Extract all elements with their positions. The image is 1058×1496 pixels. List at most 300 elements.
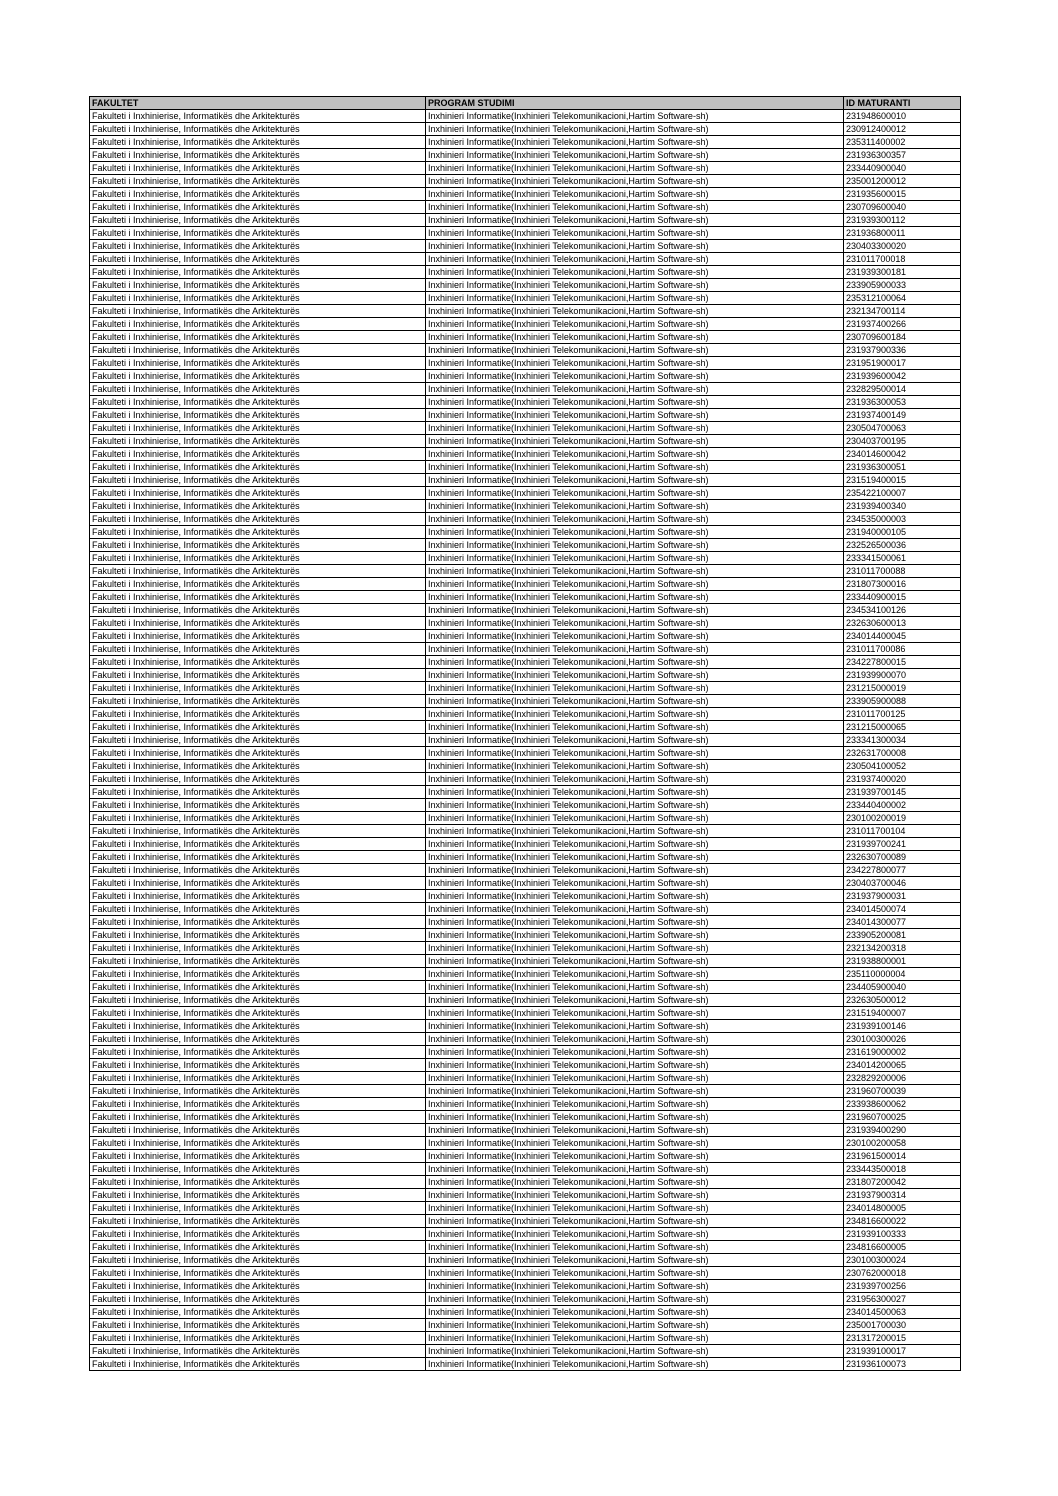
table-row bbox=[90, 786, 961, 799]
column-header-program: PROGRAM STUDIMI bbox=[426, 97, 844, 110]
faculty-cell: Fakulteti i Inxhinierise, Informatikës dhe Arkitekturës bbox=[90, 552, 426, 565]
faculty-cell: Fakulteti i Inxhinierise, Informatikës dhe Arkitekturës bbox=[90, 1280, 426, 1293]
id-cell: 232134700114 bbox=[844, 305, 961, 318]
faculty-cell: Fakulteti i Inxhinierise, Informatikës dhe Arkitekturës bbox=[90, 1215, 426, 1228]
faculty-cell: Fakulteti i Inxhinierise, Informatikës dhe Arkitekturës bbox=[90, 682, 426, 695]
table-row bbox=[90, 825, 961, 838]
program-cell: Inxhinieri Informatike(Inxhinieri Telekomunikacioni,Hartim Software-sh) bbox=[426, 1319, 844, 1332]
faculty-cell: Fakulteti i Inxhinierise, Informatikës dhe Arkitekturës bbox=[90, 1163, 426, 1176]
table-row bbox=[90, 448, 961, 461]
id-cell: 233905200081 bbox=[844, 929, 961, 942]
id-cell: 235001200012 bbox=[844, 175, 961, 188]
faculty-cell: Fakulteti i Inxhinierise, Informatikës dhe Arkitekturës bbox=[90, 110, 426, 123]
table-row bbox=[90, 617, 961, 630]
program-cell: Inxhinieri Informatike(Inxhinieri Telekomunikacioni,Hartim Software-sh) bbox=[426, 760, 844, 773]
id-cell: 231937900031 bbox=[844, 890, 961, 903]
faculty-cell: Fakulteti i Inxhinierise, Informatikës dhe Arkitekturës bbox=[90, 214, 426, 227]
program-cell: Inxhinieri Informatike(Inxhinieri Telekomunikacioni,Hartim Software-sh) bbox=[426, 942, 844, 955]
program-cell: Inxhinieri Informatike(Inxhinieri Telekomunikacioni,Hartim Software-sh) bbox=[426, 500, 844, 513]
program-cell: Inxhinieri Informatike(Inxhinieri Telekomunikacioni,Hartim Software-sh) bbox=[426, 1254, 844, 1267]
id-cell: 231011700018 bbox=[844, 253, 961, 266]
table-row bbox=[90, 318, 961, 331]
faculty-cell: Fakulteti i Inxhinierise, Informatikës dhe Arkitekturës bbox=[90, 266, 426, 279]
faculty-cell: Fakulteti i Inxhinierise, Informatikës dhe Arkitekturës bbox=[90, 175, 426, 188]
program-cell: Inxhinieri Informatike(Inxhinieri Telekomunikacioni,Hartim Software-sh) bbox=[426, 214, 844, 227]
id-cell: 231936300053 bbox=[844, 396, 961, 409]
program-cell: Inxhinieri Informatike(Inxhinieri Telekomunikacioni,Hartim Software-sh) bbox=[426, 747, 844, 760]
faculty-cell: Fakulteti i Inxhinierise, Informatikës dhe Arkitekturës bbox=[90, 799, 426, 812]
id-cell: 233341300034 bbox=[844, 734, 961, 747]
faculty-cell: Fakulteti i Inxhinierise, Informatikës dhe Arkitekturës bbox=[90, 435, 426, 448]
table-row bbox=[90, 1020, 961, 1033]
faculty-cell: Fakulteti i Inxhinierise, Informatikës dhe Arkitekturës bbox=[90, 149, 426, 162]
table-row bbox=[90, 682, 961, 695]
faculty-cell: Fakulteti i Inxhinierise, Informatikës dhe Arkitekturës bbox=[90, 656, 426, 669]
program-cell: Inxhinieri Informatike(Inxhinieri Telekomunikacioni,Hartim Software-sh) bbox=[426, 123, 844, 136]
id-cell: 234535000003 bbox=[844, 513, 961, 526]
id-cell: 231939700241 bbox=[844, 838, 961, 851]
program-cell: Inxhinieri Informatike(Inxhinieri Telekomunikacioni,Hartim Software-sh) bbox=[426, 331, 844, 344]
program-cell: Inxhinieri Informatike(Inxhinieri Telekomunikacioni,Hartim Software-sh) bbox=[426, 370, 844, 383]
program-cell: Inxhinieri Informatike(Inxhinieri Telekomunikacioni,Hartim Software-sh) bbox=[426, 136, 844, 149]
faculty-cell: Fakulteti i Inxhinierise, Informatikës dhe Arkitekturës bbox=[90, 1150, 426, 1163]
table-row bbox=[90, 708, 961, 721]
program-cell: Inxhinieri Informatike(Inxhinieri Telekomunikacioni,Hartim Software-sh) bbox=[426, 552, 844, 565]
program-cell: Inxhinieri Informatike(Inxhinieri Telekomunikacioni,Hartim Software-sh) bbox=[426, 929, 844, 942]
faculty-cell: Fakulteti i Inxhinierise, Informatikës dhe Arkitekturës bbox=[90, 1293, 426, 1306]
table-row bbox=[90, 396, 961, 409]
faculty-cell: Fakulteti i Inxhinierise, Informatikës dhe Arkitekturës bbox=[90, 1124, 426, 1137]
faculty-cell: Fakulteti i Inxhinierise, Informatikës dhe Arkitekturës bbox=[90, 1228, 426, 1241]
program-cell: Inxhinieri Informatike(Inxhinieri Telekomunikacioni,Hartim Software-sh) bbox=[426, 1202, 844, 1215]
id-cell: 234014200065 bbox=[844, 1059, 961, 1072]
program-cell: Inxhinieri Informatike(Inxhinieri Telekomunikacioni,Hartim Software-sh) bbox=[426, 1228, 844, 1241]
table-row bbox=[90, 1059, 961, 1072]
column-header-faculty: FAKULTET bbox=[90, 97, 426, 110]
id-cell: 230504700063 bbox=[844, 422, 961, 435]
program-cell: Inxhinieri Informatike(Inxhinieri Telekomunikacioni,Hartim Software-sh) bbox=[426, 227, 844, 240]
faculty-cell: Fakulteti i Inxhinierise, Informatikës dhe Arkitekturës bbox=[90, 396, 426, 409]
faculty-cell: Fakulteti i Inxhinierise, Informatikës dhe Arkitekturës bbox=[90, 1241, 426, 1254]
faculty-cell: Fakulteti i Inxhinierise, Informatikës dhe Arkitekturës bbox=[90, 1111, 426, 1124]
faculty-cell: Fakulteti i Inxhinierise, Informatikës dhe Arkitekturës bbox=[90, 942, 426, 955]
program-cell: Inxhinieri Informatike(Inxhinieri Telekomunikacioni,Hartim Software-sh) bbox=[426, 201, 844, 214]
table-row bbox=[90, 1228, 961, 1241]
program-cell: Inxhinieri Informatike(Inxhinieri Telekomunikacioni,Hartim Software-sh) bbox=[426, 162, 844, 175]
table-row bbox=[90, 552, 961, 565]
faculty-cell: Fakulteti i Inxhinierise, Informatikës dhe Arkitekturës bbox=[90, 669, 426, 682]
table-row bbox=[90, 1267, 961, 1280]
faculty-cell: Fakulteti i Inxhinierise, Informatikës dhe Arkitekturës bbox=[90, 279, 426, 292]
table-row bbox=[90, 630, 961, 643]
id-cell: 231935600015 bbox=[844, 188, 961, 201]
table-row bbox=[90, 227, 961, 240]
id-cell: 231807300016 bbox=[844, 578, 961, 591]
program-cell: Inxhinieri Informatike(Inxhinieri Telekomunikacioni,Hartim Software-sh) bbox=[426, 344, 844, 357]
id-cell: 231011700104 bbox=[844, 825, 961, 838]
id-cell: 231939300181 bbox=[844, 266, 961, 279]
table-row bbox=[90, 539, 961, 552]
program-cell: Inxhinieri Informatike(Inxhinieri Telekomunikacioni,Hartim Software-sh) bbox=[426, 994, 844, 1007]
faculty-cell: Fakulteti i Inxhinierise, Informatikës dhe Arkitekturës bbox=[90, 1085, 426, 1098]
faculty-cell: Fakulteti i Inxhinierise, Informatikës dhe Arkitekturës bbox=[90, 981, 426, 994]
program-cell: Inxhinieri Informatike(Inxhinieri Telekomunikacioni,Hartim Software-sh) bbox=[426, 1098, 844, 1111]
faculty-cell: Fakulteti i Inxhinierise, Informatikës dhe Arkitekturës bbox=[90, 500, 426, 513]
table-row bbox=[90, 526, 961, 539]
id-cell: 231938800001 bbox=[844, 955, 961, 968]
table-row bbox=[90, 1150, 961, 1163]
faculty-cell: Fakulteti i Inxhinierise, Informatikës dhe Arkitekturës bbox=[90, 1007, 426, 1020]
table-row bbox=[90, 305, 961, 318]
id-cell: 231011700125 bbox=[844, 708, 961, 721]
id-cell: 235311400002 bbox=[844, 136, 961, 149]
table-row bbox=[90, 578, 961, 591]
program-cell: Inxhinieri Informatike(Inxhinieri Telekomunikacioni,Hartim Software-sh) bbox=[426, 864, 844, 877]
faculty-cell: Fakulteti i Inxhinierise, Informatikës dhe Arkitekturës bbox=[90, 1319, 426, 1332]
id-cell: 234534100126 bbox=[844, 604, 961, 617]
program-cell: Inxhinieri Informatike(Inxhinieri Telekomunikacioni,Hartim Software-sh) bbox=[426, 1267, 844, 1280]
program-cell: Inxhinieri Informatike(Inxhinieri Telekomunikacioni,Hartim Software-sh) bbox=[426, 1150, 844, 1163]
table-row bbox=[90, 773, 961, 786]
table-row bbox=[90, 253, 961, 266]
id-cell: 231960700025 bbox=[844, 1111, 961, 1124]
table-row bbox=[90, 760, 961, 773]
faculty-cell: Fakulteti i Inxhinierise, Informatikës dhe Arkitekturës bbox=[90, 526, 426, 539]
id-cell: 231956300027 bbox=[844, 1293, 961, 1306]
program-cell: Inxhinieri Informatike(Inxhinieri Telekomunikacioni,Hartim Software-sh) bbox=[426, 786, 844, 799]
id-cell: 231519400007 bbox=[844, 1007, 961, 1020]
program-cell: Inxhinieri Informatike(Inxhinieri Telekomunikacioni,Hartim Software-sh) bbox=[426, 487, 844, 500]
program-cell: Inxhinieri Informatike(Inxhinieri Telekomunikacioni,Hartim Software-sh) bbox=[426, 721, 844, 734]
id-cell: 235422100007 bbox=[844, 487, 961, 500]
id-cell: 233440900040 bbox=[844, 162, 961, 175]
faculty-cell: Fakulteti i Inxhinierise, Informatikës dhe Arkitekturës bbox=[90, 994, 426, 1007]
id-cell: 231215000065 bbox=[844, 721, 961, 734]
id-cell: 232630500012 bbox=[844, 994, 961, 1007]
id-cell: 234014300077 bbox=[844, 916, 961, 929]
id-cell: 230709600184 bbox=[844, 331, 961, 344]
faculty-cell: Fakulteti i Inxhinierise, Informatikës dhe Arkitekturës bbox=[90, 1059, 426, 1072]
table-row bbox=[90, 656, 961, 669]
table-row bbox=[90, 1319, 961, 1332]
id-cell: 231961500014 bbox=[844, 1150, 961, 1163]
id-cell: 231939600042 bbox=[844, 370, 961, 383]
program-cell: Inxhinieri Informatike(Inxhinieri Telekomunikacioni,Hartim Software-sh) bbox=[426, 1124, 844, 1137]
id-cell: 234816600022 bbox=[844, 1215, 961, 1228]
id-cell: 230504100052 bbox=[844, 760, 961, 773]
id-cell: 230762000018 bbox=[844, 1267, 961, 1280]
program-cell: Inxhinieri Informatike(Inxhinieri Telekomunikacioni,Hartim Software-sh) bbox=[426, 461, 844, 474]
id-cell: 233905900033 bbox=[844, 279, 961, 292]
id-cell: 234014800005 bbox=[844, 1202, 961, 1215]
id-cell: 232829200006 bbox=[844, 1072, 961, 1085]
table-row bbox=[90, 799, 961, 812]
table-row bbox=[90, 643, 961, 656]
table-row bbox=[90, 721, 961, 734]
id-cell: 234014500074 bbox=[844, 903, 961, 916]
program-cell: Inxhinieri Informatike(Inxhinieri Telekomunikacioni,Hartim Software-sh) bbox=[426, 799, 844, 812]
faculty-cell: Fakulteti i Inxhinierise, Informatikës dhe Arkitekturës bbox=[90, 1020, 426, 1033]
id-cell: 231807200042 bbox=[844, 1176, 961, 1189]
id-cell: 232829500014 bbox=[844, 383, 961, 396]
id-cell: 231951900017 bbox=[844, 357, 961, 370]
faculty-cell: Fakulteti i Inxhinierise, Informatikës dhe Arkitekturës bbox=[90, 604, 426, 617]
results-table bbox=[89, 96, 961, 1371]
table-row bbox=[90, 695, 961, 708]
id-cell: 233440400002 bbox=[844, 799, 961, 812]
header-row bbox=[90, 97, 961, 110]
faculty-cell: Fakulteti i Inxhinierise, Informatikës dhe Arkitekturës bbox=[90, 1098, 426, 1111]
faculty-cell: Fakulteti i Inxhinierise, Informatikës dhe Arkitekturës bbox=[90, 188, 426, 201]
table-row bbox=[90, 1215, 961, 1228]
id-cell: 230100200058 bbox=[844, 1137, 961, 1150]
id-cell: 231519400015 bbox=[844, 474, 961, 487]
table-row bbox=[90, 1306, 961, 1319]
id-cell: 231948600010 bbox=[844, 110, 961, 123]
faculty-cell: Fakulteti i Inxhinierise, Informatikës dhe Arkitekturës bbox=[90, 305, 426, 318]
table-row bbox=[90, 344, 961, 357]
faculty-cell: Fakulteti i Inxhinierise, Informatikës dhe Arkitekturës bbox=[90, 1137, 426, 1150]
faculty-cell: Fakulteti i Inxhinierise, Informatikës dhe Arkitekturës bbox=[90, 643, 426, 656]
table-row bbox=[90, 1332, 961, 1345]
id-cell: 231939700145 bbox=[844, 786, 961, 799]
table-row bbox=[90, 929, 961, 942]
faculty-cell: Fakulteti i Inxhinierise, Informatikës dhe Arkitekturës bbox=[90, 331, 426, 344]
program-cell: Inxhinieri Informatike(Inxhinieri Telekomunikacioni,Hartim Software-sh) bbox=[426, 149, 844, 162]
program-cell: Inxhinieri Informatike(Inxhinieri Telekomunikacioni,Hartim Software-sh) bbox=[426, 1176, 844, 1189]
id-cell: 231939100333 bbox=[844, 1228, 961, 1241]
program-cell: Inxhinieri Informatike(Inxhinieri Telekomunikacioni,Hartim Software-sh) bbox=[426, 1358, 844, 1371]
program-cell: Inxhinieri Informatike(Inxhinieri Telekomunikacioni,Hartim Software-sh) bbox=[426, 591, 844, 604]
table-row bbox=[90, 279, 961, 292]
table-row bbox=[90, 1293, 961, 1306]
id-cell: 231937400149 bbox=[844, 409, 961, 422]
table-row bbox=[90, 1111, 961, 1124]
id-cell: 231939300112 bbox=[844, 214, 961, 227]
id-cell: 230403300020 bbox=[844, 240, 961, 253]
table-row bbox=[90, 266, 961, 279]
id-cell: 231937400020 bbox=[844, 773, 961, 786]
id-cell: 231939100146 bbox=[844, 1020, 961, 1033]
faculty-cell: Fakulteti i Inxhinierise, Informatikës dhe Arkitekturës bbox=[90, 630, 426, 643]
faculty-cell: Fakulteti i Inxhinierise, Informatikës dhe Arkitekturës bbox=[90, 838, 426, 851]
column-header-id: ID MATURANTI bbox=[844, 97, 961, 110]
id-cell: 231011700086 bbox=[844, 643, 961, 656]
id-cell: 231939100017 bbox=[844, 1345, 961, 1358]
table-row bbox=[90, 240, 961, 253]
id-cell: 234816600005 bbox=[844, 1241, 961, 1254]
id-cell: 233905900088 bbox=[844, 695, 961, 708]
faculty-cell: Fakulteti i Inxhinierise, Informatikës dhe Arkitekturës bbox=[90, 877, 426, 890]
table-row bbox=[90, 149, 961, 162]
faculty-cell: Fakulteti i Inxhinierise, Informatikës dhe Arkitekturës bbox=[90, 357, 426, 370]
program-cell: Inxhinieri Informatike(Inxhinieri Telekomunikacioni,Hartim Software-sh) bbox=[426, 240, 844, 253]
program-cell: Inxhinieri Informatike(Inxhinieri Telekomunikacioni,Hartim Software-sh) bbox=[426, 1111, 844, 1124]
id-cell: 231939400290 bbox=[844, 1124, 961, 1137]
table-row bbox=[90, 370, 961, 383]
id-cell: 230403700046 bbox=[844, 877, 961, 890]
program-cell: Inxhinieri Informatike(Inxhinieri Telekomunikacioni,Hartim Software-sh) bbox=[426, 903, 844, 916]
table-row bbox=[90, 1358, 961, 1371]
faculty-cell: Fakulteti i Inxhinierise, Informatikës dhe Arkitekturës bbox=[90, 708, 426, 721]
program-cell: Inxhinieri Informatike(Inxhinieri Telekomunikacioni,Hartim Software-sh) bbox=[426, 1345, 844, 1358]
table-row bbox=[90, 474, 961, 487]
program-cell: Inxhinieri Informatike(Inxhinieri Telekomunikacioni,Hartim Software-sh) bbox=[426, 1189, 844, 1202]
faculty-cell: Fakulteti i Inxhinierise, Informatikës dhe Arkitekturës bbox=[90, 760, 426, 773]
faculty-cell: Fakulteti i Inxhinierise, Informatikës dhe Arkitekturës bbox=[90, 1332, 426, 1345]
id-cell: 231940000105 bbox=[844, 526, 961, 539]
id-cell: 235312100064 bbox=[844, 292, 961, 305]
program-cell: Inxhinieri Informatike(Inxhinieri Telekomunikacioni,Hartim Software-sh) bbox=[426, 357, 844, 370]
table-row bbox=[90, 383, 961, 396]
program-cell: Inxhinieri Informatike(Inxhinieri Telekomunikacioni,Hartim Software-sh) bbox=[426, 955, 844, 968]
id-cell: 230912400012 bbox=[844, 123, 961, 136]
program-cell: Inxhinieri Informatike(Inxhinieri Telekomunikacioni,Hartim Software-sh) bbox=[426, 565, 844, 578]
id-cell: 233341500061 bbox=[844, 552, 961, 565]
id-cell: 231960700039 bbox=[844, 1085, 961, 1098]
id-cell: 234014400045 bbox=[844, 630, 961, 643]
program-cell: Inxhinieri Informatike(Inxhinieri Telekomunikacioni,Hartim Software-sh) bbox=[426, 513, 844, 526]
program-cell: Inxhinieri Informatike(Inxhinieri Telekomunikacioni,Hartim Software-sh) bbox=[426, 1007, 844, 1020]
program-cell: Inxhinieri Informatike(Inxhinieri Telekomunikacioni,Hartim Software-sh) bbox=[426, 656, 844, 669]
faculty-cell: Fakulteti i Inxhinierise, Informatikës dhe Arkitekturës bbox=[90, 786, 426, 799]
faculty-cell: Fakulteti i Inxhinierise, Informatikës dhe Arkitekturës bbox=[90, 734, 426, 747]
program-cell: Inxhinieri Informatike(Inxhinieri Telekomunikacioni,Hartim Software-sh) bbox=[426, 1033, 844, 1046]
table-row bbox=[90, 292, 961, 305]
faculty-cell: Fakulteti i Inxhinierise, Informatikës dhe Arkitekturës bbox=[90, 513, 426, 526]
program-cell: Inxhinieri Informatike(Inxhinieri Telekomunikacioni,Hartim Software-sh) bbox=[426, 669, 844, 682]
id-cell: 231939900070 bbox=[844, 669, 961, 682]
faculty-cell: Fakulteti i Inxhinierise, Informatikës dhe Arkitekturës bbox=[90, 747, 426, 760]
id-cell: 234227800077 bbox=[844, 864, 961, 877]
id-cell: 231937900314 bbox=[844, 1189, 961, 1202]
id-cell: 231937400266 bbox=[844, 318, 961, 331]
faculty-cell: Fakulteti i Inxhinierise, Informatikës dhe Arkitekturës bbox=[90, 1033, 426, 1046]
table-row bbox=[90, 851, 961, 864]
program-cell: Inxhinieri Informatike(Inxhinieri Telekomunikacioni,Hartim Software-sh) bbox=[426, 1215, 844, 1228]
table-row bbox=[90, 812, 961, 825]
table-row bbox=[90, 747, 961, 760]
id-cell: 231936800011 bbox=[844, 227, 961, 240]
table-row bbox=[90, 916, 961, 929]
program-cell: Inxhinieri Informatike(Inxhinieri Telekomunikacioni,Hartim Software-sh) bbox=[426, 383, 844, 396]
id-cell: 230709600040 bbox=[844, 201, 961, 214]
program-cell: Inxhinieri Informatike(Inxhinieri Telekomunikacioni,Hartim Software-sh) bbox=[426, 578, 844, 591]
table-row bbox=[90, 409, 961, 422]
faculty-cell: Fakulteti i Inxhinierise, Informatikës dhe Arkitekturës bbox=[90, 539, 426, 552]
faculty-cell: Fakulteti i Inxhinierise, Informatikës dhe Arkitekturës bbox=[90, 227, 426, 240]
program-cell: Inxhinieri Informatike(Inxhinieri Telekomunikacioni,Hartim Software-sh) bbox=[426, 825, 844, 838]
table-row bbox=[90, 513, 961, 526]
faculty-cell: Fakulteti i Inxhinierise, Informatikës dhe Arkitekturës bbox=[90, 812, 426, 825]
faculty-cell: Fakulteti i Inxhinierise, Informatikës dhe Arkitekturës bbox=[90, 1358, 426, 1371]
id-cell: 232631700008 bbox=[844, 747, 961, 760]
id-cell: 230403700195 bbox=[844, 435, 961, 448]
id-cell: 232134200318 bbox=[844, 942, 961, 955]
table-row bbox=[90, 955, 961, 968]
id-cell: 231215000019 bbox=[844, 682, 961, 695]
program-cell: Inxhinieri Informatike(Inxhinieri Telekomunikacioni,Hartim Software-sh) bbox=[426, 1020, 844, 1033]
faculty-cell: Fakulteti i Inxhinierise, Informatikës dhe Arkitekturës bbox=[90, 773, 426, 786]
faculty-cell: Fakulteti i Inxhinierise, Informatikës dhe Arkitekturës bbox=[90, 253, 426, 266]
table-row bbox=[90, 1046, 961, 1059]
program-cell: Inxhinieri Informatike(Inxhinieri Telekomunikacioni,Hartim Software-sh) bbox=[426, 435, 844, 448]
program-cell: Inxhinieri Informatike(Inxhinieri Telekomunikacioni,Hartim Software-sh) bbox=[426, 1046, 844, 1059]
table-row bbox=[90, 461, 961, 474]
faculty-cell: Fakulteti i Inxhinierise, Informatikës dhe Arkitekturës bbox=[90, 825, 426, 838]
faculty-cell: Fakulteti i Inxhinierise, Informatikës dhe Arkitekturës bbox=[90, 903, 426, 916]
id-cell: 232526500036 bbox=[844, 539, 961, 552]
id-cell: 230100300024 bbox=[844, 1254, 961, 1267]
faculty-cell: Fakulteti i Inxhinierise, Informatikës dhe Arkitekturës bbox=[90, 487, 426, 500]
table-row bbox=[90, 1137, 961, 1150]
table-row bbox=[90, 136, 961, 149]
faculty-cell: Fakulteti i Inxhinierise, Informatikës dhe Arkitekturës bbox=[90, 968, 426, 981]
id-cell: 235001700030 bbox=[844, 1319, 961, 1332]
table-row bbox=[90, 1072, 961, 1085]
id-cell: 231936300357 bbox=[844, 149, 961, 162]
faculty-cell: Fakulteti i Inxhinierise, Informatikës dhe Arkitekturës bbox=[90, 1306, 426, 1319]
faculty-cell: Fakulteti i Inxhinierise, Informatikës dhe Arkitekturës bbox=[90, 448, 426, 461]
table-row bbox=[90, 942, 961, 955]
faculty-cell: Fakulteti i Inxhinierise, Informatikës dhe Arkitekturës bbox=[90, 1046, 426, 1059]
faculty-cell: Fakulteti i Inxhinierise, Informatikës dhe Arkitekturës bbox=[90, 1176, 426, 1189]
faculty-cell: Fakulteti i Inxhinierise, Informatikës dhe Arkitekturës bbox=[90, 240, 426, 253]
table-row bbox=[90, 123, 961, 136]
id-cell: 232630700089 bbox=[844, 851, 961, 864]
program-cell: Inxhinieri Informatike(Inxhinieri Telekomunikacioni,Hartim Software-sh) bbox=[426, 1137, 844, 1150]
program-cell: Inxhinieri Informatike(Inxhinieri Telekomunikacioni,Hartim Software-sh) bbox=[426, 838, 844, 851]
faculty-cell: Fakulteti i Inxhinierise, Informatikës dhe Arkitekturës bbox=[90, 461, 426, 474]
program-cell: Inxhinieri Informatike(Inxhinieri Telekomunikacioni,Hartim Software-sh) bbox=[426, 734, 844, 747]
program-cell: Inxhinieri Informatike(Inxhinieri Telekomunikacioni,Hartim Software-sh) bbox=[426, 1306, 844, 1319]
table-row bbox=[90, 1254, 961, 1267]
id-cell: 234014500063 bbox=[844, 1306, 961, 1319]
faculty-cell: Fakulteti i Inxhinierise, Informatikës dhe Arkitekturës bbox=[90, 851, 426, 864]
program-cell: Inxhinieri Informatike(Inxhinieri Telekomunikacioni,Hartim Software-sh) bbox=[426, 708, 844, 721]
table-row bbox=[90, 1202, 961, 1215]
faculty-cell: Fakulteti i Inxhinierise, Informatikës dhe Arkitekturës bbox=[90, 864, 426, 877]
faculty-cell: Fakulteti i Inxhinierise, Informatikës dhe Arkitekturës bbox=[90, 955, 426, 968]
faculty-cell: Fakulteti i Inxhinierise, Informatikës dhe Arkitekturës bbox=[90, 162, 426, 175]
table-row bbox=[90, 981, 961, 994]
table-row bbox=[90, 175, 961, 188]
program-cell: Inxhinieri Informatike(Inxhinieri Telekomunikacioni,Hartim Software-sh) bbox=[426, 474, 844, 487]
faculty-cell: Fakulteti i Inxhinierise, Informatikës dhe Arkitekturës bbox=[90, 370, 426, 383]
program-cell: Inxhinieri Informatike(Inxhinieri Telekomunikacioni,Hartim Software-sh) bbox=[426, 448, 844, 461]
table-row bbox=[90, 201, 961, 214]
table-row bbox=[90, 188, 961, 201]
program-cell: Inxhinieri Informatike(Inxhinieri Telekomunikacioni,Hartim Software-sh) bbox=[426, 175, 844, 188]
program-cell: Inxhinieri Informatike(Inxhinieri Telekomunikacioni,Hartim Software-sh) bbox=[426, 981, 844, 994]
id-cell: 234405900040 bbox=[844, 981, 961, 994]
id-cell: 231939400340 bbox=[844, 500, 961, 513]
faculty-cell: Fakulteti i Inxhinierise, Informatikës dhe Arkitekturës bbox=[90, 1254, 426, 1267]
faculty-cell: Fakulteti i Inxhinierise, Informatikës dhe Arkitekturës bbox=[90, 123, 426, 136]
program-cell: Inxhinieri Informatike(Inxhinieri Telekomunikacioni,Hartim Software-sh) bbox=[426, 396, 844, 409]
table-row bbox=[90, 1098, 961, 1111]
table-row bbox=[90, 591, 961, 604]
table-row bbox=[90, 357, 961, 370]
id-cell: 230100200019 bbox=[844, 812, 961, 825]
table-row bbox=[90, 435, 961, 448]
id-cell: 233938600062 bbox=[844, 1098, 961, 1111]
faculty-cell: Fakulteti i Inxhinierise, Informatikës dhe Arkitekturës bbox=[90, 201, 426, 214]
program-cell: Inxhinieri Informatike(Inxhinieri Telekomunikacioni,Hartim Software-sh) bbox=[426, 539, 844, 552]
faculty-cell: Fakulteti i Inxhinierise, Informatikës dhe Arkitekturës bbox=[90, 578, 426, 591]
table-row bbox=[90, 1176, 961, 1189]
table-row bbox=[90, 110, 961, 123]
